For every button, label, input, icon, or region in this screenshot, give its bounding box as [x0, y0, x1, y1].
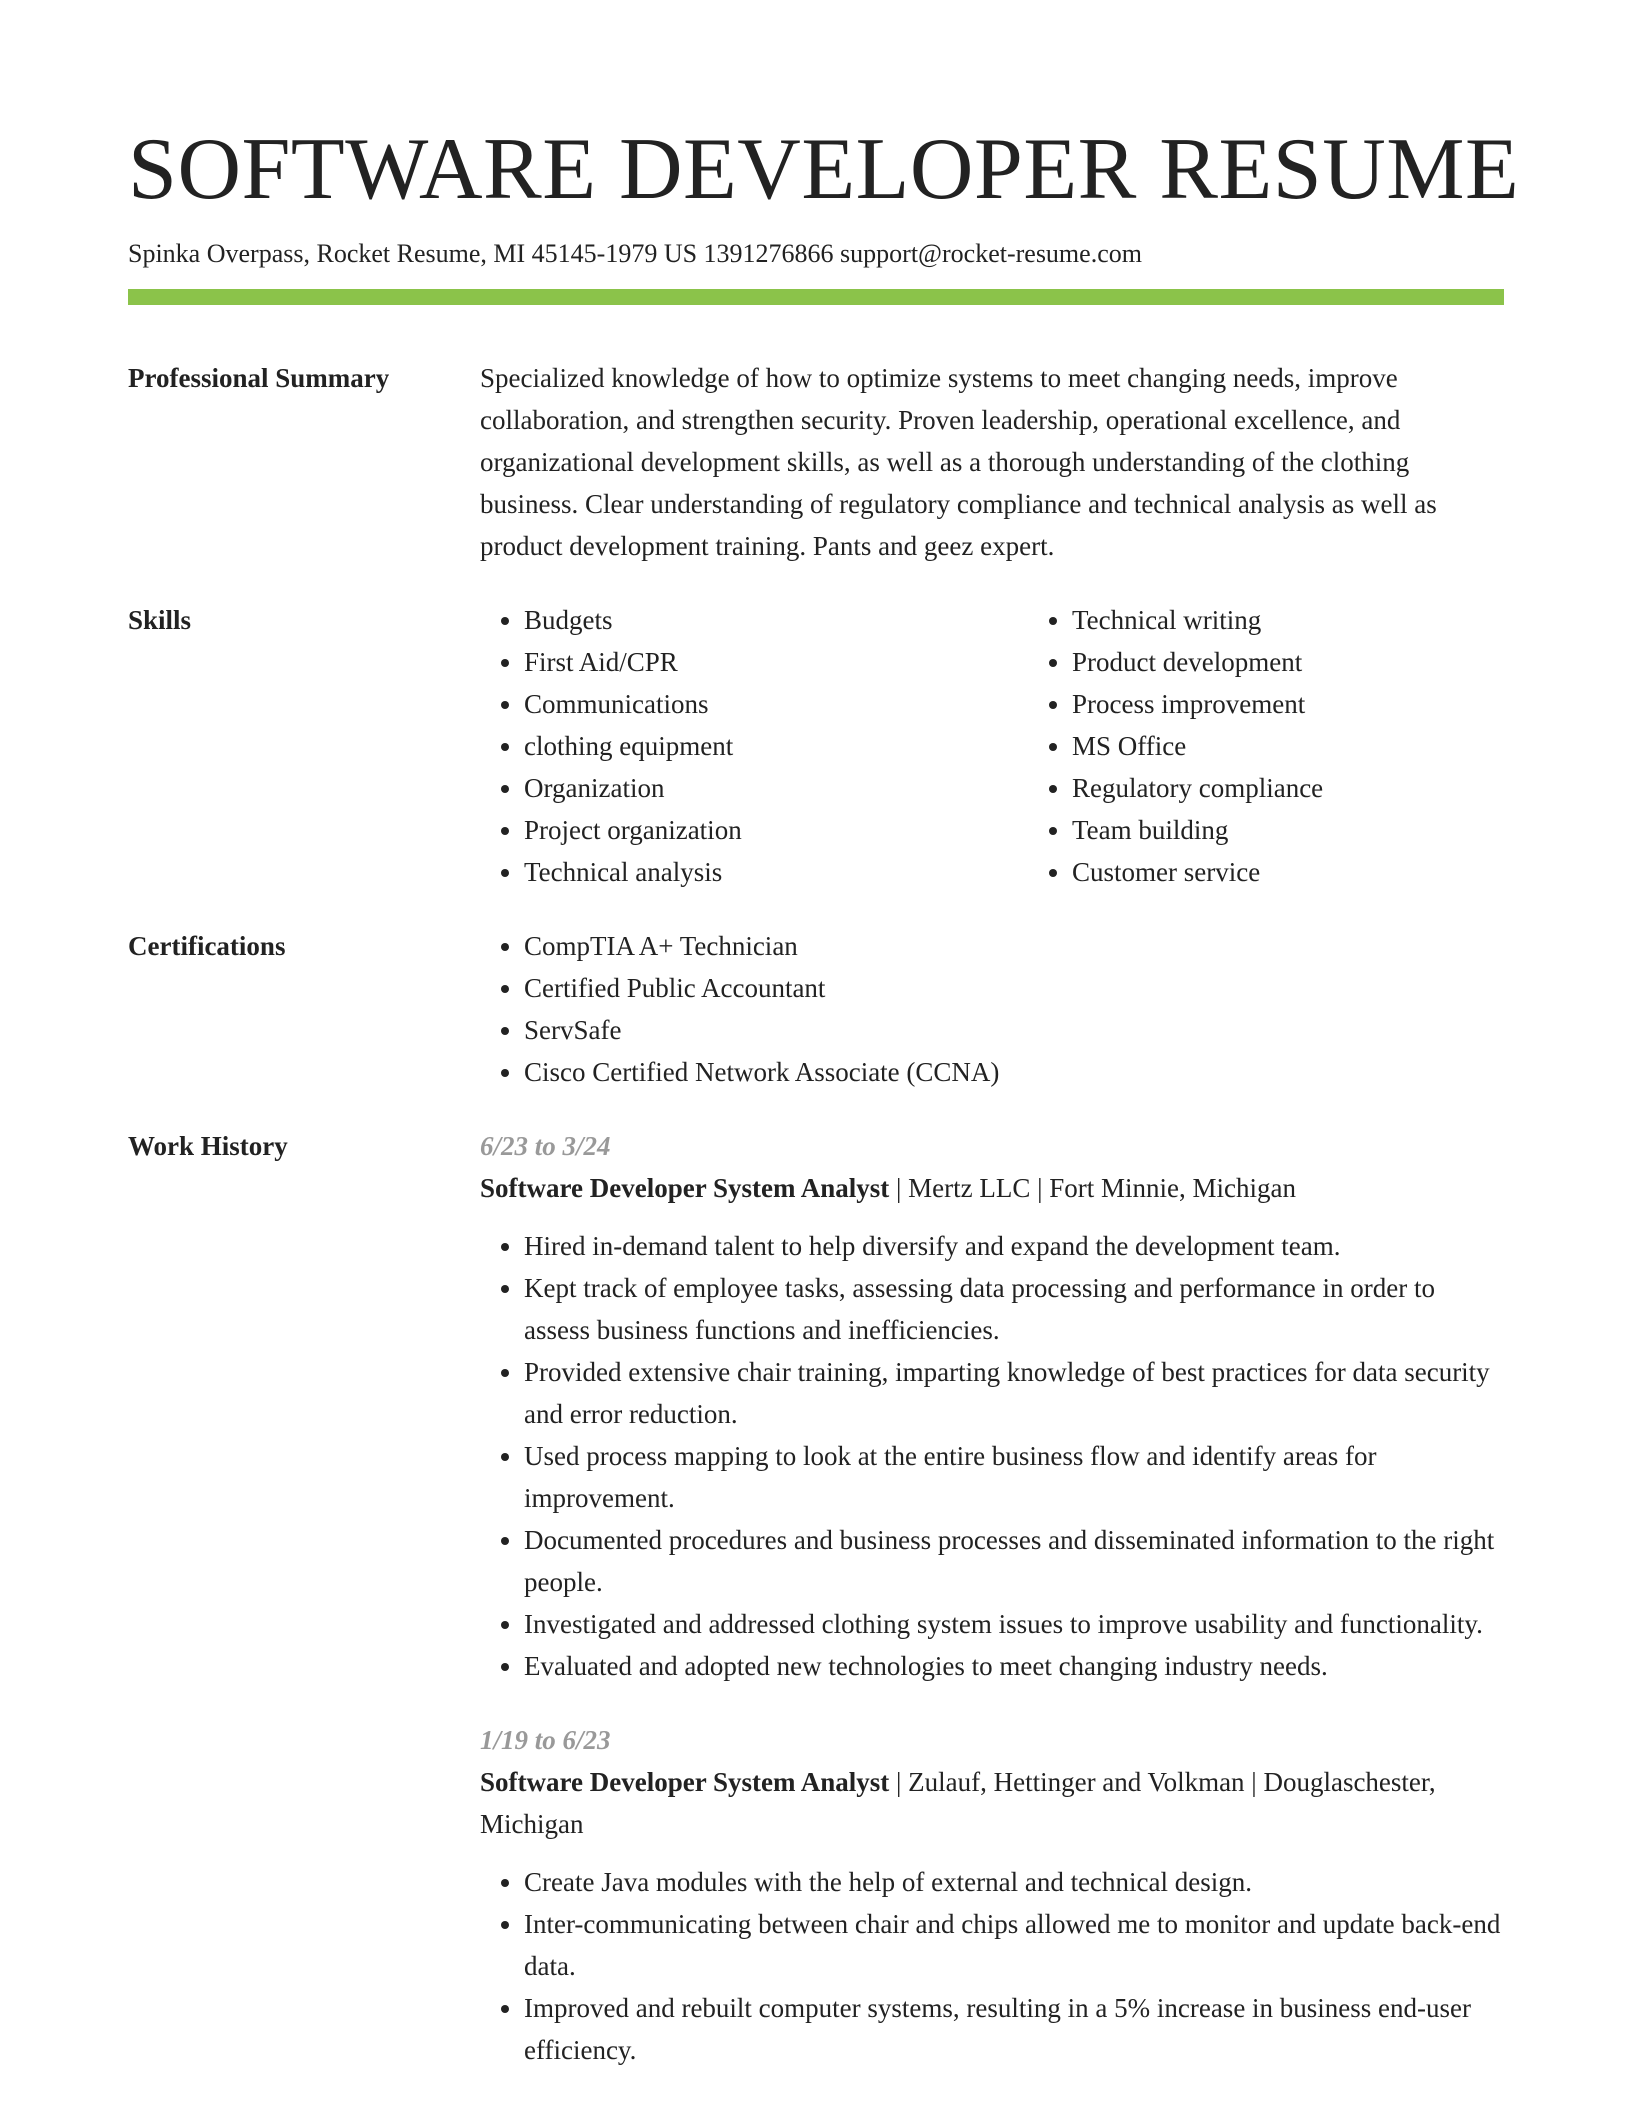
skills-list-right	[1028, 599, 1576, 893]
skills-list-left	[480, 599, 1028, 893]
list-item: • Create Java modules with the help of external and technical design.	[524, 1861, 1504, 1903]
list-item: • Team building	[1072, 809, 1576, 851]
work-history-content	[480, 1125, 1504, 2103]
list-item: • Communications	[524, 683, 1028, 725]
list-item: • Kept track of employee tasks, assessing data processing and performance in order to assess business functions and inefficiencies.	[524, 1267, 1504, 1351]
job-bullets	[480, 1225, 1504, 1687]
contact-line: Spinka Overpass, Rocket Resume, MI 45145-1979 US 1391276866 support@rocket-resume.com	[128, 239, 1142, 268]
job-entry	[480, 1719, 1504, 2071]
resume-page	[128, 118, 1520, 2103]
list-item: • Budgets	[524, 599, 1028, 641]
list-item: • Technical analysis	[524, 851, 1028, 893]
list-item: • Regulatory compliance	[1072, 767, 1576, 809]
job-dates: 6/23 to 3/24	[480, 1131, 611, 1161]
page-title: SOFTWARE DEVELOPER RESUME	[128, 121, 1520, 218]
list-item: • Customer service	[1072, 851, 1576, 893]
skills-heading: Skills	[128, 605, 192, 635]
list-item: • Certified Public Accountant	[524, 967, 1504, 1009]
job-title: Software Developer System Analyst	[480, 1173, 890, 1203]
list-item: • Evaluated and adopted new technologies to meet changing industry needs.	[524, 1645, 1504, 1687]
summary-section	[128, 357, 1504, 567]
list-item: • First Aid/CPR	[524, 641, 1028, 683]
job-title: Software Developer System Analyst	[480, 1767, 890, 1797]
job-entry	[480, 1125, 1504, 1687]
list-item: • Documented procedures and business processes and disseminated information to the right people.	[524, 1519, 1504, 1603]
list-item: • Product development	[1072, 641, 1576, 683]
work-history-section	[128, 1125, 1504, 2103]
list-item: • Hired in-demand talent to help diversify and expand the development team.	[524, 1225, 1504, 1267]
list-item: • Used process mapping to look at the entire business flow and identify areas for improvement.	[524, 1435, 1504, 1519]
job-dates: 1/19 to 6/23	[480, 1725, 611, 1755]
certifications-list	[480, 925, 1504, 1093]
summary-heading: Professional Summary	[128, 363, 390, 393]
list-item: • Project organization	[524, 809, 1028, 851]
skills-grid	[480, 599, 1576, 893]
list-item: • Improved and rebuilt computer systems, resulting in a 5% increase in business end-user efficiency.	[524, 1987, 1504, 2071]
certifications-content	[480, 925, 1504, 1093]
job-bullets	[480, 1861, 1504, 2071]
job-details: | Zulauf, Hettinger and Volkman | Douglaschester, Michigan	[480, 1767, 1436, 1839]
work-history-heading: Work History	[128, 1131, 288, 1161]
job-details: | Mertz LLC | Fort Minnie, Michigan	[889, 1173, 1296, 1203]
list-item: • clothing equipment	[524, 725, 1028, 767]
list-item: • Organization	[524, 767, 1028, 809]
job-heading	[480, 1167, 1504, 1209]
list-item: • Technical writing	[1072, 599, 1576, 641]
list-item: • Process improvement	[1072, 683, 1576, 725]
summary-text: Specialized knowledge of how to optimize systems to meet changing needs, improve collaboration, and strengthen security. Proven leadership, operational excellence, and organizational development skills, as well as a thorough understanding of the clothing business. Clear understanding of regulatory compliance and technical analysis as well as product development training. Pants and geez expert.	[480, 363, 1437, 561]
job-heading	[480, 1761, 1504, 1845]
list-item: • CompTIA A+ Technician	[524, 925, 1504, 967]
list-item: • MS Office	[1072, 725, 1576, 767]
certifications-heading: Certifications	[128, 931, 286, 961]
list-item: • Investigated and addressed clothing system issues to improve usability and functionality.	[524, 1603, 1504, 1645]
certifications-section	[128, 925, 1504, 1093]
list-item: • Cisco Certified Network Associate (CCNA)	[524, 1051, 1504, 1093]
list-item: • ServSafe	[524, 1009, 1504, 1051]
skills-section	[128, 599, 1504, 893]
list-item: • Provided extensive chair training, imparting knowledge of best practices for data security and error reduction.	[524, 1351, 1504, 1435]
list-item: • Inter-communicating between chair and chips allowed me to monitor and update back-end data.	[524, 1903, 1504, 1987]
accent-divider	[128, 289, 1504, 305]
